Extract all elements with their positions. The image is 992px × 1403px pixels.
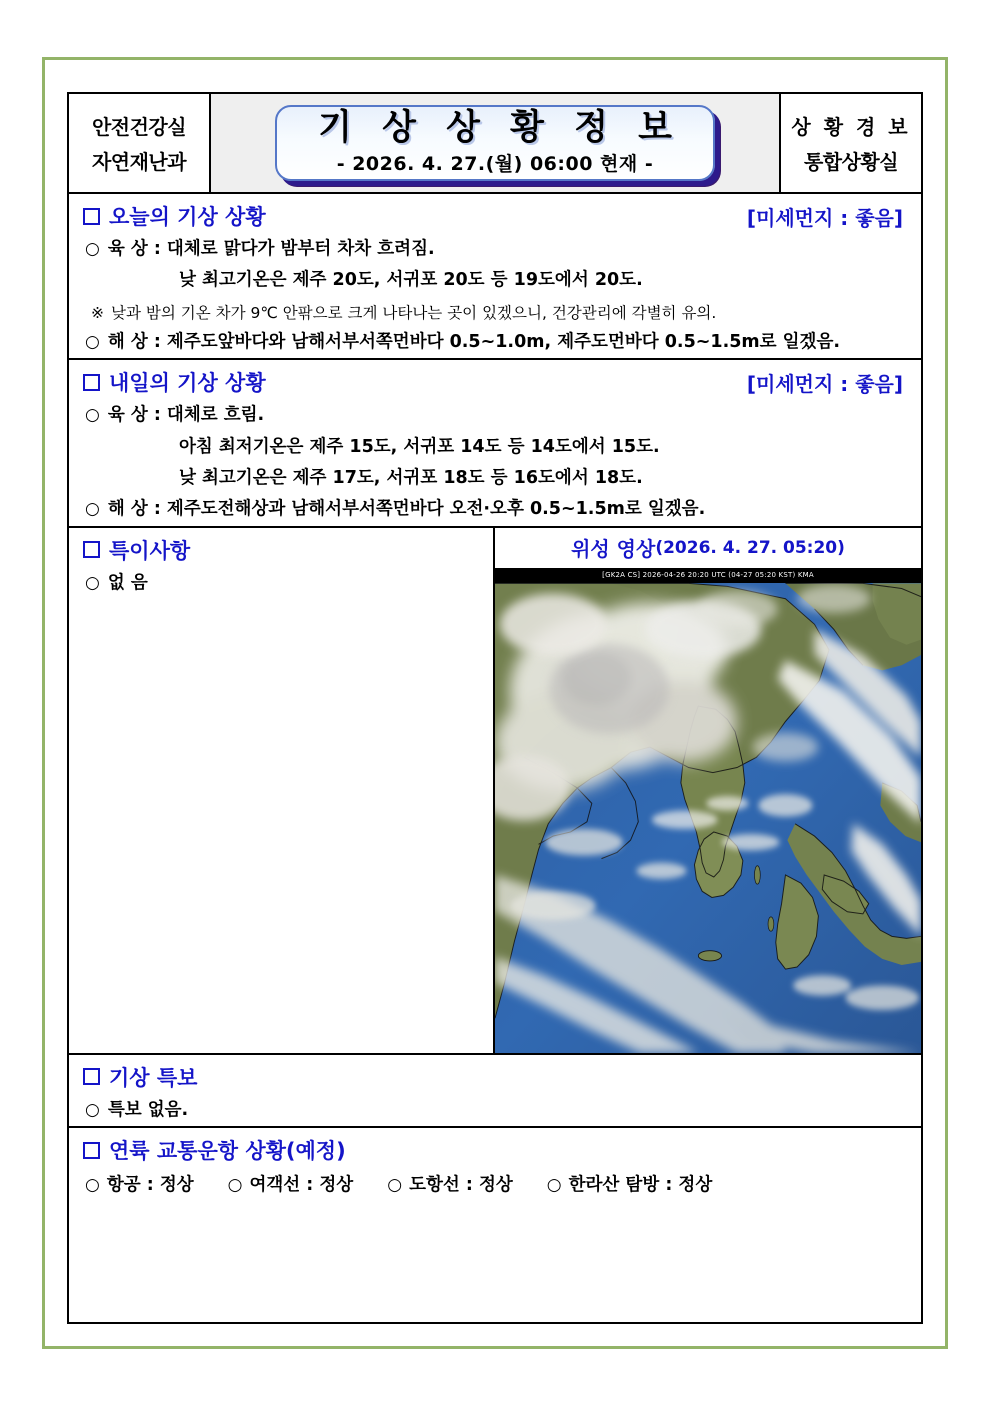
- special-item-text: 없 음: [107, 572, 148, 593]
- bullet-circle-icon: ○: [85, 239, 100, 259]
- document-header: [69, 94, 921, 194]
- bullet-circle-icon: ○: [227, 1175, 243, 1196]
- bullet-circle-icon: ○: [85, 499, 100, 520]
- satellite-image-graphic: [495, 568, 921, 1053]
- satellite-caption-time: (2026. 4. 27. 05:20): [655, 537, 845, 558]
- transport-item-air: [85, 1173, 194, 1198]
- header-left-department: [69, 94, 211, 192]
- tomorrow-section-title: 내일의 기상 상황: [109, 371, 266, 396]
- section-special-notes: [69, 528, 495, 1053]
- satellite-overlay-strip: [495, 568, 921, 583]
- special-and-satellite-row: [69, 528, 921, 1055]
- transport-item-hallasan: [547, 1173, 712, 1198]
- bullet-circle-icon: ○: [85, 1175, 100, 1196]
- alert-section-title: 기상 특보: [109, 1065, 198, 1090]
- transport-item-air-text: 항공 : 정상: [106, 1175, 194, 1195]
- transport-item-ferry: [228, 1173, 354, 1198]
- header-title-area: [211, 94, 779, 192]
- page-title: 기 상 상 황 정 보: [318, 108, 681, 149]
- transport-item-hallasan-text: 한라산 탐방 : 정상: [568, 1175, 713, 1195]
- today-section-title: 오늘의 기상 상황: [109, 205, 266, 229]
- header-right-line1: 상 황 경 보: [791, 115, 911, 139]
- satellite-image: [495, 568, 921, 1053]
- today-note-line: [69, 297, 921, 327]
- today-note-text: 낮과 밤의 기온 차가 9℃ 안팎으로 크게 나타나는 곳이 있겠으니, 건강관리에 각별히 유의.: [111, 303, 717, 322]
- header-right-line2: 통합상황실: [803, 150, 899, 174]
- header-left-line2: 자연재난과: [91, 150, 187, 174]
- transport-section-header: [69, 1128, 921, 1168]
- checkbox-icon: [83, 1068, 100, 1085]
- section-weather-alert: [69, 1055, 921, 1128]
- transport-item-ferry-text: 여객선 : 정상: [249, 1175, 354, 1195]
- today-land-temp-text: 낮 최고기온은 제주 20도, 서귀포 20도 등 19도에서 20도.: [179, 270, 643, 291]
- section-transport: [69, 1128, 921, 1205]
- today-land-line: [69, 234, 921, 265]
- tomorrow-min-temp-line: [69, 432, 921, 463]
- tomorrow-sea-line: [69, 494, 921, 525]
- satellite-caption: [495, 528, 921, 568]
- alert-item-line: [69, 1095, 921, 1126]
- today-sea-line: [69, 327, 921, 358]
- special-section-header: [69, 528, 493, 568]
- tomorrow-land-line: [69, 400, 921, 431]
- section-today-weather: [69, 194, 921, 360]
- special-item-line: [69, 568, 493, 599]
- tomorrow-max-temp-text: 낮 최고기온은 제주 17도, 서귀포 18도 등 16도에서 18도.: [179, 467, 643, 488]
- today-sea-text: 해 상 : 제주도앞바다와 남해서부서쪽먼바다 0.5~1.0m, 제주도먼바다 0.5~1.5m로 일겠음.: [107, 331, 841, 352]
- transport-items-row: [69, 1168, 921, 1205]
- section-tomorrow-weather: [69, 360, 921, 528]
- today-section-header: [69, 194, 921, 234]
- today-dust-badge: [미세먼지 : 좋음]: [746, 205, 903, 230]
- header-right-office: [779, 94, 921, 192]
- checkbox-icon: [83, 541, 100, 558]
- special-section-title: 특이사항: [109, 538, 191, 563]
- tomorrow-dust-badge: [미세먼지 : 좋음]: [746, 371, 903, 396]
- transport-item-island-boat: [387, 1173, 513, 1198]
- reference-mark-icon: ※: [91, 303, 104, 322]
- today-land-text: 육 상 : 대체로 맑다가 밤부터 차차 흐려짐.: [107, 239, 435, 259]
- header-left-line1: 안전건강실: [91, 115, 187, 139]
- today-land-temp-line: [69, 265, 921, 296]
- transport-section-title: 연륙 교통운항 상황(예정): [109, 1139, 346, 1163]
- tomorrow-sea-text: 해 상 : 제주도전해상과 남해서부서쪽먼바다 오전·오후 0.5~1.5m로 일겠음.: [107, 499, 706, 520]
- checkbox-icon: [83, 1142, 100, 1159]
- tomorrow-max-temp-line: [69, 463, 921, 494]
- bullet-circle-icon: ○: [85, 405, 100, 426]
- bullet-circle-icon: ○: [85, 331, 100, 352]
- bullet-circle-icon: ○: [546, 1175, 562, 1196]
- tomorrow-land-text: 육 상 : 대체로 흐림.: [107, 405, 265, 426]
- checkbox-icon: [83, 374, 100, 391]
- alert-item-text: 특보 없음.: [107, 1099, 189, 1120]
- page-title-timestamp: - 2026. 4. 27.(월) 06:00 현재 -: [336, 152, 654, 175]
- transport-item-island-boat-text: 도항선 : 정상: [409, 1175, 513, 1195]
- title-plate: [275, 105, 715, 181]
- satellite-caption-title: 위성 영상: [571, 537, 656, 562]
- tomorrow-section-header: [69, 360, 921, 400]
- alert-section-header: [69, 1055, 921, 1095]
- satellite-overlay-text: [GK2A CS] 2026-04-26 20:20 UTC (04-27 05:20 KST) KMA: [602, 571, 814, 580]
- bullet-circle-icon: ○: [85, 1099, 100, 1120]
- bullet-circle-icon: ○: [387, 1175, 403, 1196]
- bullet-circle-icon: ○: [85, 572, 100, 593]
- document-table: [67, 92, 923, 1324]
- checkbox-icon: [83, 208, 100, 225]
- section-satellite: [495, 528, 921, 1053]
- tomorrow-min-temp-text: 아침 최저기온은 제주 15도, 서귀포 14도 등 14도에서 15도.: [179, 436, 660, 457]
